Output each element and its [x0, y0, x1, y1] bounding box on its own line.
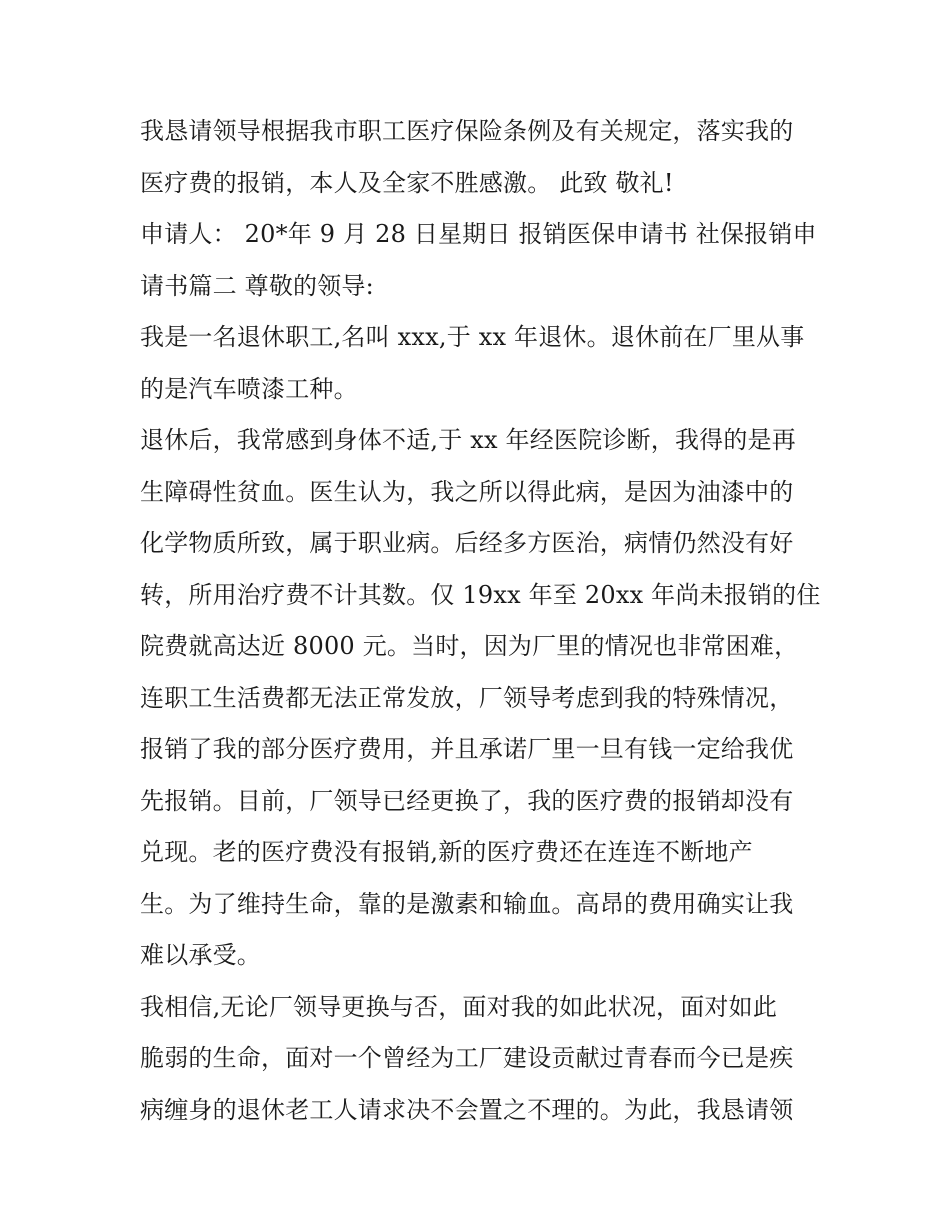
- text-line: 转，所用治疗费不计其数。仅 19xx 年至 20xx 年尚未报销的住: [140, 580, 821, 609]
- text-line: 报销了我的部分医疗费用，并且承诺厂里一旦有钱一定给我优: [140, 735, 794, 763]
- text-line: 我恳请领导根据我市职工医疗保险条例及有关规定，落实我的: [140, 117, 794, 145]
- text-line: 难以承受。: [140, 941, 261, 969]
- text-line: 脆弱的生命，面对一个曾经为工厂建设贡献过青春而今已是疾: [140, 1044, 794, 1072]
- text-line: 兑现。老的医疗费没有报销,新的医疗费还在连连不断地产: [140, 838, 753, 866]
- text-line: 退休后，我常感到身体不适,于 xx 年经医院诊断，我得的是再: [140, 426, 796, 454]
- text-line: 连职工生活费都无法正常发放，厂领导考虑到我的特殊情况，: [140, 683, 794, 712]
- text-line: 我是一名退休职工,名叫 xxx,于 xx 年退休。退休前在厂里从事: [140, 323, 805, 351]
- document-body: [140, 106, 840, 1136]
- text-line: 的是汽车喷漆工种。: [140, 374, 358, 403]
- text-line: 生。为了维持生命，靠的是激素和输血。高昂的费用确实让我: [140, 889, 794, 918]
- text-line: 病缠身的退休老工人请求决不会置之不理的。为此，我恳请领: [140, 1095, 794, 1124]
- text-line: 生障碍性贫血。医生认为，我之所以得此病，是因为油漆中的: [140, 477, 794, 506]
- text-line: 院费就高达近 8000 元。当时，因为厂里的情况也非常困难，: [140, 632, 799, 660]
- text-line: 请书篇二 尊敬的领导:: [140, 271, 374, 300]
- text-line: 申请人： 20*年 9 月 28 日星期日 报销医保申请书 社保报销申: [140, 220, 817, 248]
- text-line: 化学物质所致，属于职业病。后经多方医治，病情仍然没有好: [140, 529, 794, 557]
- text-line: 医疗费的报销，本人及全家不胜感激。 此致 敬礼!: [140, 168, 674, 197]
- text-line: 先报销。目前，厂领导已经更换了，我的医疗费的报销却没有: [140, 786, 794, 815]
- text-line: 我相信,无论厂领导更换与否，面对我的如此状况，面对如此: [140, 992, 778, 1021]
